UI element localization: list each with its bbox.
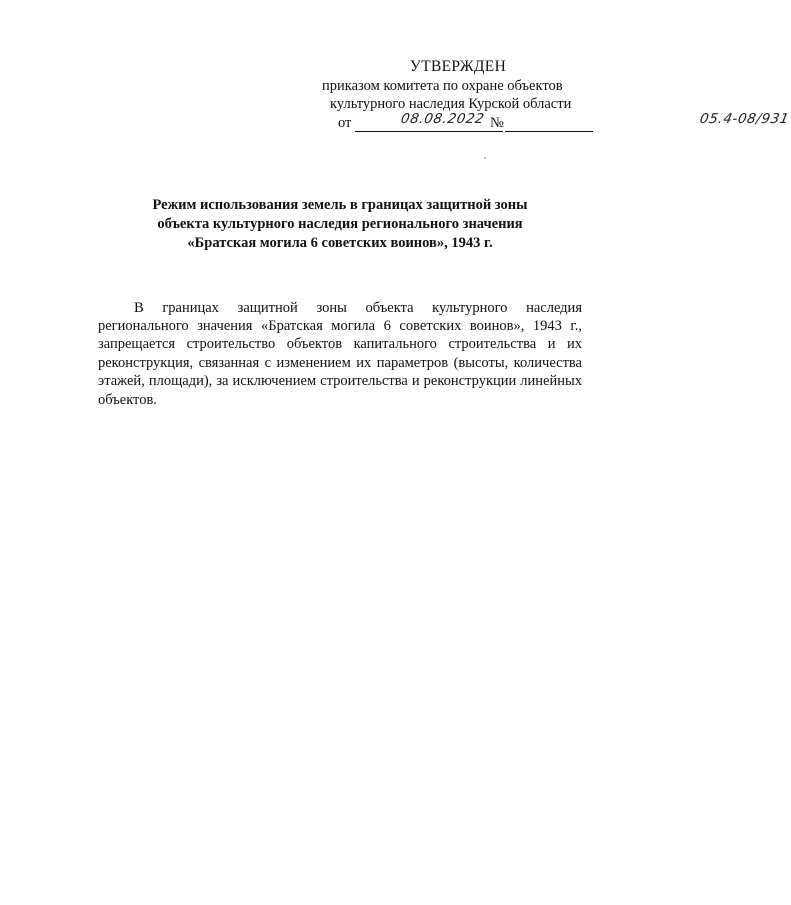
title-line-2: объекта культурного наследия регионального значения (157, 216, 523, 232)
scan-speck (484, 157, 486, 159)
document-title (90, 196, 590, 253)
handwritten-date: 08.08.2022 (399, 111, 486, 127)
approval-date-number-row (318, 111, 791, 135)
title-line-1: Режим использования земель в границах защитной зоны (152, 197, 528, 213)
number-blank-line (505, 111, 791, 132)
approval-title: УТВЕРЖДЕН (409, 58, 507, 75)
title-line-3: «Братская могила 6 советских воинов», 1943 г. (187, 235, 493, 251)
body-paragraph: В границах защитной зоны объекта культурного наследия регионального значения «Братская могила 6 советских воинов», 1943 г., запрещается строительство объектов капитального строительства и их реконструкция, связанная с изменением их параметров (высоты, количества этажей, площади), за исключением строительства и реконструкции линейных объектов. (98, 299, 582, 408)
date-blank-line (355, 113, 503, 132)
from-label: от (338, 115, 352, 131)
approval-line-committee: культурного наследия Курской области (330, 96, 572, 112)
approval-line-order: приказом комитета по охране объектов (322, 78, 563, 94)
approval-stamp (318, 58, 791, 135)
handwritten-number: 05.4-08/931 (698, 111, 791, 127)
number-label: № (490, 115, 504, 131)
